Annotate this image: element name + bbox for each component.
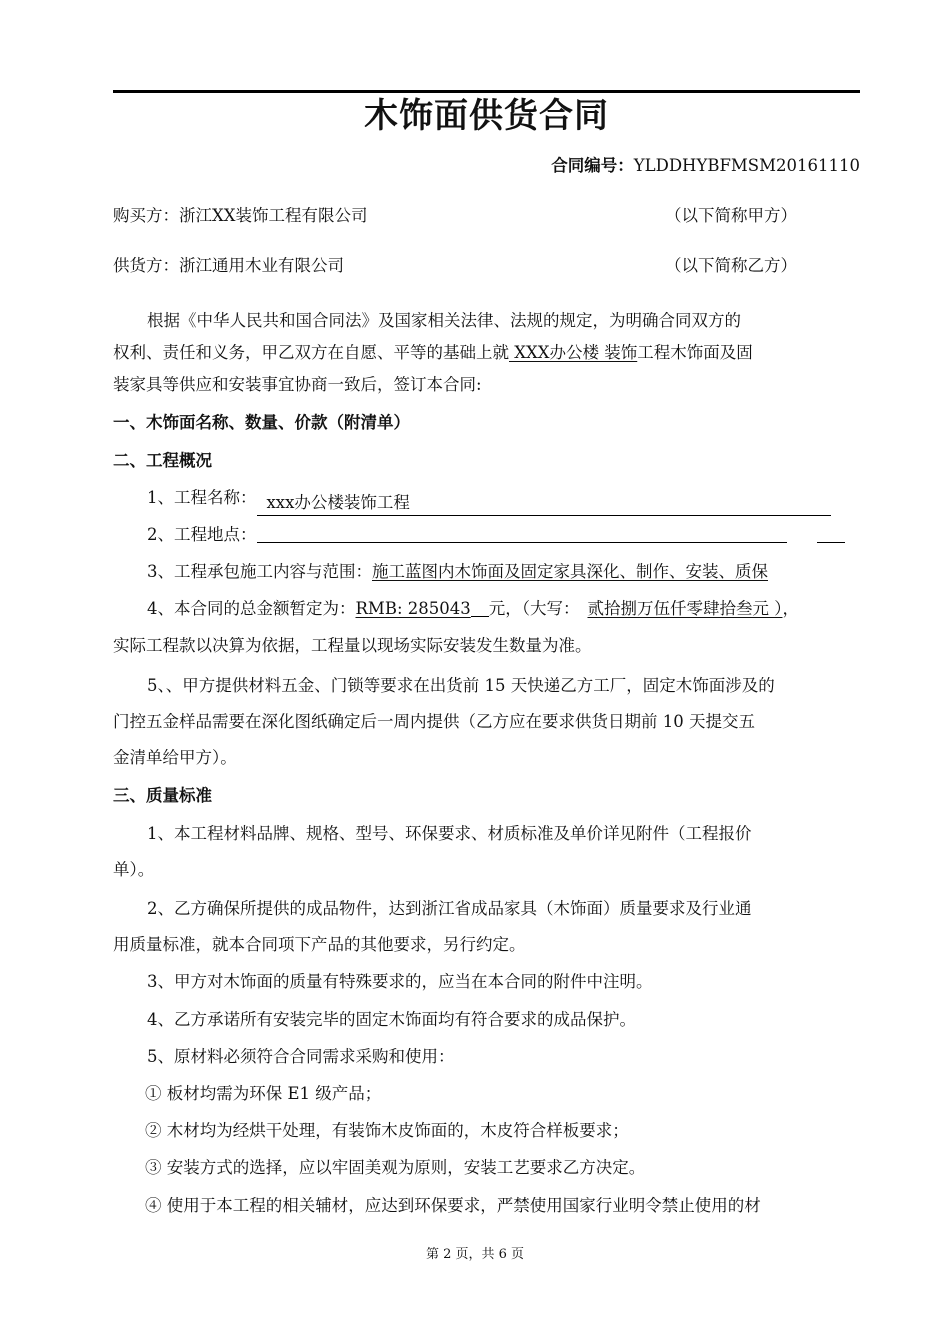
item-4-amount: RMB: 285043 (355, 599, 471, 618)
quality-3: 3、甲方对木饰面的质量有特殊要求的，应当在本合同的附件中注明。 (147, 972, 653, 991)
item-4-label: 4、本合同的总金额暂定为： (147, 599, 356, 618)
contract-number: YLDDHYBFMSM20161110 (633, 156, 860, 175)
item-2-blank-tail (817, 524, 845, 543)
top-rule (113, 90, 860, 93)
intro-line-1: 根据《中华人民共和国合同法》及国家相关法律、法规的规定，为明确合同双方的 (147, 311, 741, 330)
item-1-value: xxx办公楼装饰工程 (266, 493, 410, 512)
supplier-alias: （以下简称乙方） (665, 256, 797, 275)
quality-2-line-2: 用质量标准，就本合同项下产品的其他要求，另行约定。 (113, 935, 526, 954)
item-2-blank (257, 524, 787, 543)
item-4-end: ， (782, 599, 799, 618)
item-3-label: 3、工程承包施工内容与范围： (147, 562, 372, 581)
item-2-label: 2、工程地点： (147, 525, 257, 544)
item-3 (113, 560, 907, 584)
page-footer: 第 2 页，共 6 页 (425, 1247, 525, 1262)
supplier-name: 浙江通用木业有限公司 (179, 256, 344, 275)
item-5-line-3: 金清单给甲方）。 (113, 748, 237, 767)
item-2 (113, 523, 907, 547)
quality-5: 5、原材料必须符合合同需求采购和使用： (147, 1047, 455, 1066)
intro-line-3: 装家具等供应和安装事宜协商一致后，签订本合同: (113, 375, 482, 394)
item-5-line-2: 门控五金样品需要在深化图纸确定后一周内提供（乙方应在要求供货日期前 10 天提交五 (113, 712, 755, 731)
quality-2-line-1: 2、乙方确保所提供的成品物件，达到浙江省成品家具（木饰面）质量要求及行业通 (147, 899, 752, 918)
project-name-underlined: XXX办公楼 装饰 (509, 343, 638, 362)
intro-text-a: 权利、责任和义务，甲乙双方在自愿、平等的基础上就 (113, 343, 509, 362)
item-4-unit: 元，（大写： (488, 599, 580, 618)
intro-line-2 (113, 341, 873, 365)
section-2-heading: 二、工程概况 (113, 451, 212, 470)
item-3-value: 施工蓝图内木饰面及固定家具深化、制作、安装、质保 (372, 562, 768, 581)
intro-text-c: 工程木饰面及固 (637, 343, 753, 362)
amount-underline-gap (471, 598, 489, 617)
item-5-line-1: 5、、甲方提供材料五金、门锁等要求在出货前 15 天快递乙方工厂，固定木饰面涉及的 (147, 676, 775, 695)
buyer-label: 购买方： (113, 206, 179, 225)
buyer-alias: （以下简称甲方） (665, 206, 797, 225)
contract-number-line (113, 154, 860, 178)
contract-number-label: 合同编号： (551, 156, 634, 175)
section-3-heading: 三、质量标准 (113, 786, 212, 805)
item-1-value-field (257, 491, 831, 516)
quality-1-line-1: 1、本工程材料品牌、规格、型号、环保要求、材质标准及单价详见附件（工程报价 (147, 824, 752, 843)
item-4-amount-words: 贰拾捌万伍仟零肆拾叁元 ） (587, 599, 783, 618)
quality-5b: ② 木材均为经烘干处理，有装饰木皮饰面的，木皮符合样板要求； (145, 1121, 629, 1140)
item-4-continued: 实际工程款以决算为依据，工程量以现场实际安装发生数量为准。 (113, 636, 592, 655)
quality-1-line-2: 单）。 (113, 860, 155, 879)
supplier-label: 供货方： (113, 256, 179, 275)
quality-5c: ③ 安装方式的选择，应以牢固美观为原则，安装工艺要求乙方决定。 (145, 1158, 646, 1177)
item-4 (113, 597, 907, 621)
section-1-heading: 一、木饰面名称、数量、价款（附清单） (113, 413, 410, 432)
item-1-label: 1、工程名称： (147, 488, 257, 507)
quality-4: 4、乙方承诺所有安装完毕的固定木饰面均有符合要求的成品保护。 (147, 1010, 636, 1029)
item-1 (113, 486, 907, 516)
document-title: 木饰面供货合同 (364, 96, 609, 136)
buyer-name: 浙江XX装饰工程有限公司 (179, 206, 368, 225)
quality-5a: ① 板材均需为环保 E1 级产品； (145, 1084, 382, 1103)
quality-5d: ④ 使用于本工程的相关辅材，应达到环保要求，严禁使用国家行业明令禁止使用的材 (145, 1196, 761, 1215)
